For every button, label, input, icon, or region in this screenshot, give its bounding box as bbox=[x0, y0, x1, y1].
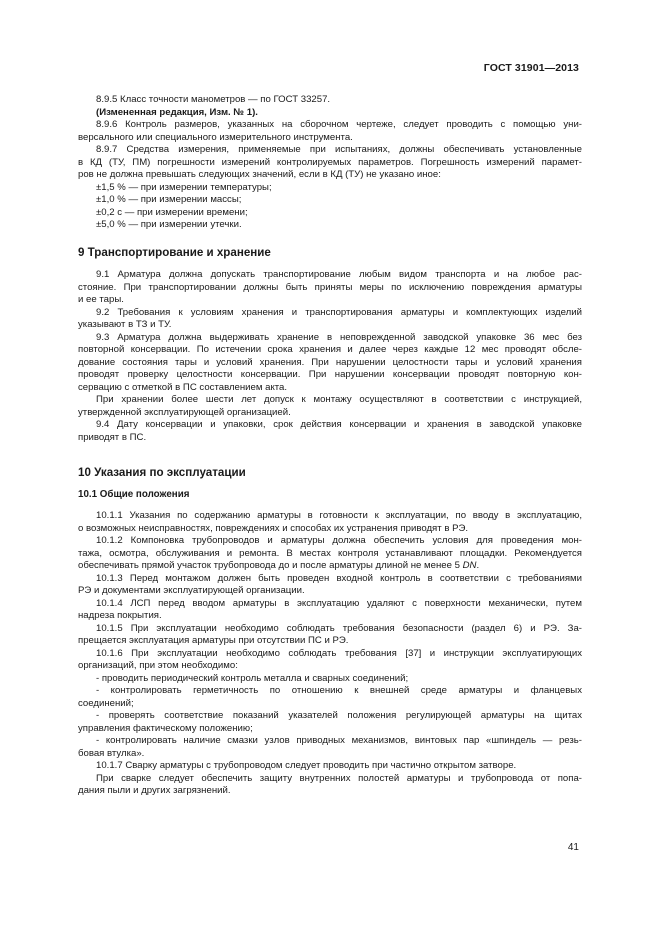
clause-10-1-5: 10.1.5 При эксплуатации необходимо соблюдать требования безопасности (раздел 6) и РЭ. За- прещается эксплуатация арматуры при отсутствии ПС и РЭ. bbox=[78, 622, 582, 646]
tolerance-list bbox=[96, 182, 582, 232]
clause-9-3: 9.3 Арматура должна выдерживать хранение в неповрежденной заводской упаковке 36 мес без повторной консервации. По истечении срока хранения и далее через каждые 12 мес проводят обсле- дование состояния тары и условий хранения. При нарушении целостности тары и условий хранения проводят проверку целостности консервации. При нарушении консервации проводят повторную кон- сервацию с отметкой в ПС составлением акта. bbox=[78, 331, 582, 393]
clause-10-1-4: 10.1.4 ЛСП перед вводом арматуры в эксплуатацию удаляют с поверхности механически, путем надреза покрытия. bbox=[78, 597, 582, 621]
clause-8-9-7: 8.9.7 Средства измерения, применяемые при испытаниях, должны обеспечивать установленные в КД (ТУ, ПМ) погрешности измерений контролируемых параметров. Погрешность измерений парамет- ров не должна превышать следующих значений, если в КД (ТУ) не указано иное: bbox=[78, 144, 582, 180]
section-10-title: 10 Указания по эксплуатации bbox=[78, 466, 246, 479]
amendment-note: (Измененная редакция, Изм. № 1). bbox=[96, 106, 258, 118]
clause-8-9-6: 8.9.6 Контроль размеров, указанных на сборочном чертеже, следует проводить с помощью уни- версального или специального измерительного инструмента. bbox=[78, 119, 582, 143]
clause-10-1-2: 10.1.2 Компоновка трубопроводов и арматуры должна обеспечить условия для проведения мон- тажа, осмотра, обслуживания и ремонта. В местах контроля устанавливают площадки. Рекомендуется обеспечивать прямой участок трубопровода до и после арматуры длиной не менее 5 DN. bbox=[78, 535, 582, 571]
clause-9-1: 9.1 Арматура должна допускать транспортирование любым видом транспорта и на любое рас- стояние. При транспортировании должны быть приняты меры по исключению повреждения арматуры и ее тары. bbox=[78, 269, 582, 305]
clause-9-4: 9.4 Дату консервации и упаковки, срок действия консервации и хранения в заводской упаковке приводят в ПС. bbox=[78, 419, 582, 443]
section-9-title: 9 Транспортирование и хранение bbox=[78, 245, 271, 259]
page-number: 41 bbox=[567, 842, 579, 853]
page-body bbox=[78, 94, 582, 798]
tolerance-item: ±1,0 % — при измерении массы; bbox=[96, 194, 242, 205]
list-item: - контролировать герметичность по отношению к внешней среде арматуры и фланцевых bbox=[96, 685, 582, 696]
clause-9-3-storage: При хранении более шести лет допуск к монтажу осуществляют в соответствии с инструкцией, утвержденной эксплуатирующей организацией. bbox=[78, 394, 582, 418]
tolerance-item: ±0,2 с — при измерении времени; bbox=[96, 206, 248, 218]
list-item: - контролировать наличие смазки узлов приводных механизмов, винтовых пар «шпиндель — резь- bbox=[96, 735, 582, 746]
clause-10-1-3: 10.1.3 Перед монтажом должен быть проведен входной контроль в соответствии с требованиями РЭ и документами эксплуатирующей организации. bbox=[78, 572, 582, 596]
document-header: ГОСТ 31901—2013 bbox=[483, 62, 579, 74]
requirements-list: - проводить периодический контроль металла и сварных соединений; - контролировать герметичность по отношению к внешней среде арматуры и фланцевых соединений; - проверять соответствие показаний указателей положения регулирующей арматуры на щитах управления фактическому положению; - контролировать наличие смазки узлов приводных механизмов, винтовых пар «шпиндель — резь- бовая втулка». bbox=[78, 672, 582, 759]
list-item: - проводить периодический контроль металла и сварных соединений; bbox=[96, 672, 409, 684]
clause-8-9-5: 8.9.5 Класс точности манометров — по ГОСТ 33257. (Измененная редакция, Изм. № 1). bbox=[96, 94, 582, 119]
clause-10-1-7: 10.1.7 Сварку арматуры с трубопроводом следует проводить при частично открытом затворе. При сварке следует обеспечить защиту внутренних полостей арматуры и трубопровода от попа- дания пыли и других загрязнений. bbox=[78, 760, 582, 796]
tolerance-item: ±5,0 % — при измерении утечки. bbox=[96, 219, 242, 230]
list-item: - проверять соответствие показаний указателей положения регулирующей арматуры на щитах bbox=[96, 710, 582, 721]
subsection-10-1-title: 10.1 Общие положения bbox=[78, 488, 190, 500]
clause-9-2: 9.2 Требования к условиям хранения и транспортирования арматуры и комплектующих изделий указывают в ТЗ и ТУ. bbox=[78, 306, 582, 330]
clause-10-1-1: 10.1.1 Указания по содержанию арматуры в готовности к эксплуатации, по вводу в эксплуатацию, о возможных неисправностях, повреждениях и способах их устранения приводят в РЭ. bbox=[78, 510, 582, 534]
tolerance-item: ±1,5 % — при измерении температуры; bbox=[96, 181, 272, 193]
clause-10-1-6: 10.1.6 При эксплуатации необходимо соблюдать требования [37] и инструкции эксплуатирующих организаций, при этом необходимо: bbox=[78, 647, 582, 671]
